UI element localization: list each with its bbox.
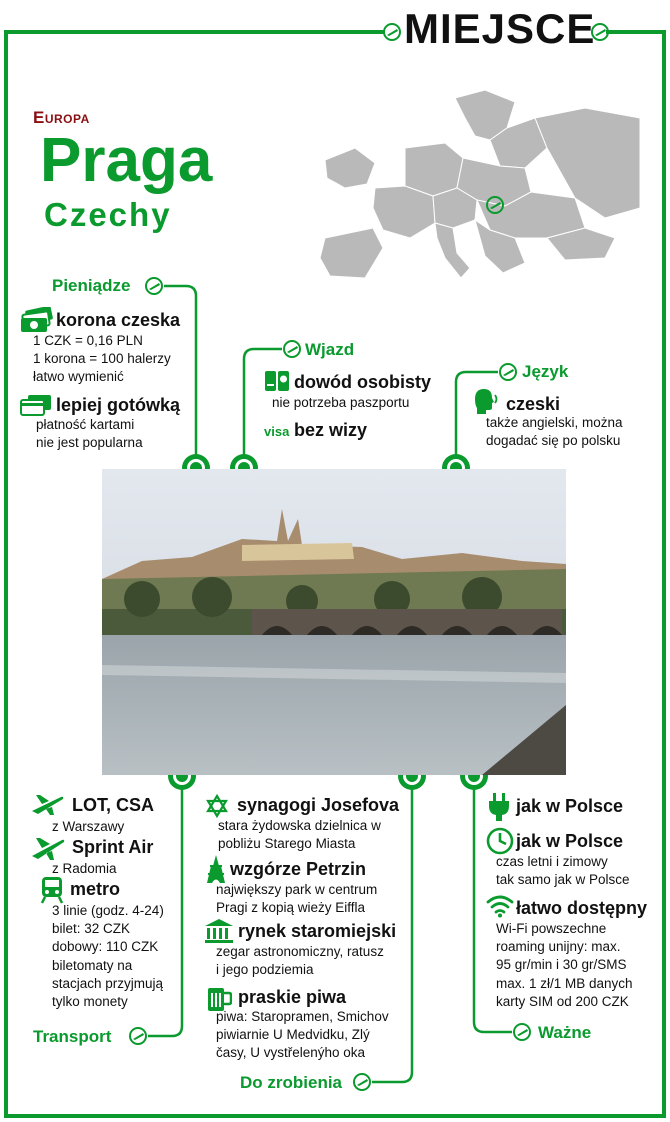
important-item-line: tak samo jak w Polsce (496, 872, 630, 888)
language-item-line: także angielski, można (486, 415, 623, 430)
europe-map (285, 88, 640, 283)
important-item-line: 95 gr/min i 30 gr/SMS (496, 957, 627, 973)
todo-item-title-1: synagogi Josefova (237, 795, 400, 815)
country-name: Czechy (44, 196, 172, 233)
todo-item-line: największy park w centrum (216, 882, 378, 897)
region-label: Europa (33, 108, 90, 127)
language-item-title: czeski (506, 394, 561, 414)
todo-item-line: časy, U vystřelenýho oka (216, 1045, 366, 1061)
visa-label: visa (264, 424, 290, 439)
language-item-line: dogadać się po polsku (486, 433, 621, 449)
transport-item-line: bilet: 32 CZK (52, 921, 131, 937)
star-of-david-icon (205, 794, 229, 818)
important-item-line: czas letni i zimowy (496, 854, 608, 869)
todo-item-title-2: wzgórze Petrzin (230, 859, 367, 879)
header-title: MIEJSCE (404, 5, 596, 52)
card-icon (20, 394, 52, 416)
todo-item-line: zegar astronomiczny, ratusz (216, 944, 384, 959)
transport-item-title-1: LOT, CSA (72, 795, 155, 815)
city-name: Praga (40, 126, 213, 195)
todo-item-line: piwa: Staropramen, Smichov (216, 1009, 389, 1024)
important-item-line: roaming unijny: max. (496, 939, 621, 955)
money-icon (20, 307, 54, 333)
transport-item-line: z Warszawy (52, 819, 125, 834)
money-item-line: 1 korona = 100 halerzy (33, 351, 171, 367)
todo-item-line: piwiarnie U Medvidku, Zlý (216, 1027, 370, 1043)
section-title-todo: Do zrobienia (240, 1073, 343, 1092)
section-title-money: Pieniądze (52, 276, 131, 295)
transport-item-line: tylko monety (52, 994, 128, 1010)
passport-icon (264, 370, 290, 392)
clock-icon (486, 827, 514, 855)
todo-item-line: i jego podziemia (216, 962, 314, 978)
entry-item-title-2: bez wizy (294, 420, 368, 440)
tower-icon (205, 854, 227, 884)
plug-icon (488, 792, 510, 822)
money-item-line: łatwo wymienić (33, 369, 124, 385)
plane-icon (30, 792, 64, 816)
todo-item-line: pobliżu Starego Miasta (218, 836, 356, 852)
important-item-line: karty SIM od 200 CZK (496, 993, 629, 1009)
todo-item-line: stara żydowska dzielnica w (218, 818, 381, 833)
money-item-line: nie jest popularna (36, 435, 143, 451)
transport-item-line: z Radomia (52, 861, 117, 876)
todo-item-title-3: rynek staromiejski (238, 921, 397, 941)
section-title-important: Ważne (538, 1023, 592, 1042)
wifi-icon (486, 894, 514, 918)
prague-photo (102, 469, 566, 775)
money-item-line: 1 CZK = 0,16 PLN (33, 333, 143, 348)
section-title-language: Język (522, 362, 569, 381)
transport-item-title-3: metro (70, 879, 121, 899)
entry-item-title-1: dowód osobisty (294, 372, 431, 392)
transport-item-line: 3 linie (godz. 4-24) (52, 903, 164, 918)
transport-item-title-2: Sprint Air (72, 837, 154, 857)
important-item-title-2: jak w Polsce (516, 831, 624, 851)
todo-item-title-4: praskie piwa (238, 987, 347, 1007)
transport-item-line: dobowy: 110 CZK (52, 939, 159, 955)
transport-item-line: biletomaty na (52, 957, 133, 973)
train-icon (40, 876, 64, 904)
section-title-entry: Wjazd (305, 340, 355, 359)
entry-item-line: nie potrzeba paszportu (272, 395, 410, 410)
important-item-line: Wi-Fi powszechne (496, 921, 607, 936)
transport-item-line: stacjach przyjmują (52, 975, 164, 991)
important-item-title-1: jak w Polsce (516, 796, 624, 816)
money-item-line: płatność kartami (36, 417, 135, 432)
money-item-title-2: lepiej gotówką (56, 395, 181, 415)
plane-icon (30, 834, 66, 862)
todo-item-line: Pragi z kopią wieży Eiffla (216, 900, 366, 916)
section-title-transport: Transport (33, 1027, 112, 1046)
important-item-line: max. 1 zł/1 MB danych (496, 975, 633, 991)
bank-icon (204, 918, 234, 944)
money-item-title-1: korona czeska (56, 310, 181, 330)
important-item-title-3: łatwo dostępny (516, 898, 648, 918)
speaking-head-icon (472, 387, 500, 415)
